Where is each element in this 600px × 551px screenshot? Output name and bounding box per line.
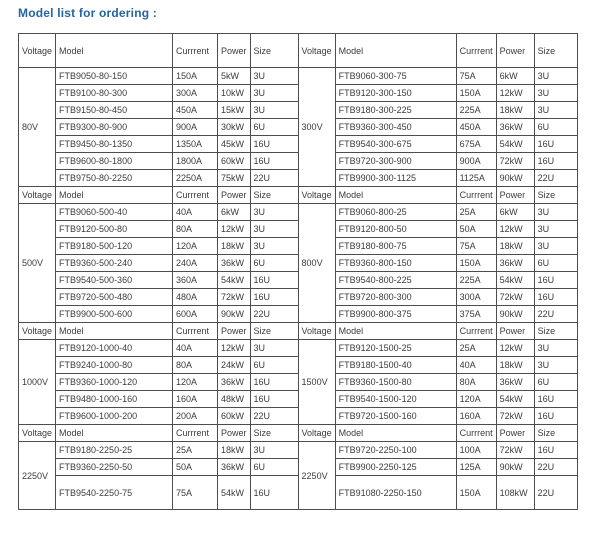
right-size-cell: 22U <box>534 459 577 476</box>
right-model-cell: FTB9060-800-25 <box>335 204 456 221</box>
left-voltage-cell: 1000V <box>19 340 56 425</box>
table-row <box>19 340 578 357</box>
left-size-cell: 3U <box>250 238 298 255</box>
left-model-cell: FTB9120-1000-40 <box>56 340 173 357</box>
right-power-cell: 6kW <box>496 68 534 85</box>
table-row <box>19 204 578 221</box>
left-size-column-header: Size <box>250 425 298 442</box>
right-power-cell: 36kW <box>496 374 534 391</box>
right-size-column-header: Size <box>534 425 577 442</box>
right-model-column-header: Model <box>335 425 456 442</box>
left-size-cell: 16U <box>250 136 298 153</box>
left-power-cell: 12kW <box>218 340 251 357</box>
left-size-cell: 16U <box>250 476 298 510</box>
right-power-cell: 12kW <box>496 85 534 102</box>
left-power-column-header: Power <box>218 187 251 204</box>
left-model-cell: FTB9100-80-300 <box>56 85 173 102</box>
right-model-column-header: Model <box>335 323 456 340</box>
right-model-cell: FTB9120-800-50 <box>335 221 456 238</box>
right-model-cell: FTB91080-2250-150 <box>335 476 456 510</box>
left-model-column-header: Model <box>56 323 173 340</box>
left-current-cell: 80A <box>173 221 218 238</box>
left-current-cell: 40A <box>173 204 218 221</box>
table-row <box>19 408 578 425</box>
left-size-cell: 16U <box>250 289 298 306</box>
right-model-cell: FTB9720-2250-100 <box>335 442 456 459</box>
right-size-cell: 3U <box>534 340 577 357</box>
left-size-cell: 3U <box>250 204 298 221</box>
left-model-cell: FTB9300-80-900 <box>56 119 173 136</box>
right-size-cell: 16U <box>534 153 577 170</box>
left-power-cell: 36kW <box>218 374 251 391</box>
right-model-cell: FTB9180-1500-40 <box>335 357 456 374</box>
right-model-cell: FTB9540-800-225 <box>335 272 456 289</box>
right-size-cell: 16U <box>534 442 577 459</box>
right-power-column-header: Power <box>496 187 534 204</box>
right-current-cell: 225A <box>456 102 496 119</box>
right-size-column-header: Size <box>534 187 577 204</box>
left-current-cell: 80A <box>173 357 218 374</box>
right-voltage-column-header: Voltage <box>298 323 335 340</box>
right-currrent-column-header: Currrent <box>456 425 496 442</box>
right-current-cell: 450A <box>456 119 496 136</box>
left-power-cell: 10kW <box>218 85 251 102</box>
left-current-cell: 240A <box>173 255 218 272</box>
table-row <box>19 442 578 459</box>
right-size-cell: 6U <box>534 255 577 272</box>
left-model-cell: FTB9180-500-120 <box>56 238 173 255</box>
left-current-cell: 1800A <box>173 153 218 170</box>
right-size-column-header: Size <box>534 323 577 340</box>
left-model-cell: FTB9540-2250-75 <box>56 476 173 510</box>
right-model-cell: FTB9720-300-900 <box>335 153 456 170</box>
right-current-cell: 900A <box>456 153 496 170</box>
right-currrent-column-header: Currrent <box>456 187 496 204</box>
left-size-cell: 16U <box>250 391 298 408</box>
left-voltage-cell: 80V <box>19 68 56 187</box>
left-model-column-header: Model <box>56 187 173 204</box>
left-size-cell: 3U <box>250 221 298 238</box>
right-power-cell: 72kW <box>496 289 534 306</box>
right-size-cell: 3U <box>534 221 577 238</box>
right-power-cell: 18kW <box>496 102 534 119</box>
section-2-header-row <box>19 323 578 340</box>
right-power-cell: 12kW <box>496 340 534 357</box>
table-row <box>19 289 578 306</box>
right-currrent-column-header: Currrent <box>456 34 496 68</box>
left-model-cell: FTB9180-2250-25 <box>56 442 173 459</box>
right-current-cell: 50A <box>456 221 496 238</box>
right-model-cell: FTB9360-300-450 <box>335 119 456 136</box>
right-size-cell: 16U <box>534 136 577 153</box>
right-model-cell: FTB9060-300-75 <box>335 68 456 85</box>
left-currrent-column-header: Currrent <box>173 323 218 340</box>
right-current-cell: 120A <box>456 391 496 408</box>
left-model-column-header: Model <box>56 34 173 68</box>
right-model-column-header: Model <box>335 34 456 68</box>
left-power-cell: 75kW <box>218 170 251 187</box>
right-voltage-cell: 300V <box>298 68 335 187</box>
right-current-cell: 375A <box>456 306 496 323</box>
table-row <box>19 170 578 187</box>
left-power-cell: 72kW <box>218 289 251 306</box>
table-row <box>19 255 578 272</box>
right-voltage-cell: 800V <box>298 204 335 323</box>
left-model-cell: FTB9360-500-240 <box>56 255 173 272</box>
right-model-cell: FTB9120-300-150 <box>335 85 456 102</box>
table-row <box>19 102 578 119</box>
right-size-cell: 22U <box>534 170 577 187</box>
right-size-cell: 3U <box>534 357 577 374</box>
page-title: Model list for ordering : <box>18 6 157 20</box>
left-size-column-header: Size <box>250 323 298 340</box>
right-current-cell: 25A <box>456 340 496 357</box>
right-voltage-column-header: Voltage <box>298 187 335 204</box>
right-size-cell: 3U <box>534 85 577 102</box>
right-size-cell: 22U <box>534 476 577 510</box>
right-size-cell: 16U <box>534 289 577 306</box>
left-model-cell: FTB9750-80-2250 <box>56 170 173 187</box>
left-power-cell: 12kW <box>218 221 251 238</box>
right-current-cell: 125A <box>456 459 496 476</box>
left-power-cell: 36kW <box>218 255 251 272</box>
left-size-column-header: Size <box>250 34 298 68</box>
left-current-cell: 360A <box>173 272 218 289</box>
right-model-cell: FTB9120-1500-25 <box>335 340 456 357</box>
left-size-cell: 16U <box>250 153 298 170</box>
left-voltage-column-header: Voltage <box>19 323 56 340</box>
right-power-cell: 36kW <box>496 255 534 272</box>
left-current-cell: 480A <box>173 289 218 306</box>
left-voltage-column-header: Voltage <box>19 425 56 442</box>
model-table-body <box>19 34 578 510</box>
right-size-column-header: Size <box>534 34 577 68</box>
right-model-column-header: Model <box>335 187 456 204</box>
left-size-cell: 22U <box>250 408 298 425</box>
table-row <box>19 306 578 323</box>
table-row <box>19 85 578 102</box>
table-row <box>19 476 578 510</box>
right-power-cell: 72kW <box>496 153 534 170</box>
right-power-cell: 90kW <box>496 170 534 187</box>
left-power-cell: 54kW <box>218 272 251 289</box>
left-size-cell: 22U <box>250 170 298 187</box>
right-voltage-cell: 2250V <box>298 442 335 510</box>
table-row <box>19 357 578 374</box>
right-power-column-header: Power <box>496 34 534 68</box>
left-size-cell: 3U <box>250 85 298 102</box>
right-size-cell: 16U <box>534 391 577 408</box>
right-size-cell: 16U <box>534 408 577 425</box>
right-size-cell: 3U <box>534 68 577 85</box>
left-power-cell: 18kW <box>218 238 251 255</box>
right-current-cell: 40A <box>456 357 496 374</box>
left-power-cell: 18kW <box>218 442 251 459</box>
left-size-column-header: Size <box>250 187 298 204</box>
right-model-cell: FTB9900-2250-125 <box>335 459 456 476</box>
left-current-cell: 450A <box>173 102 218 119</box>
right-power-cell: 18kW <box>496 357 534 374</box>
model-table <box>18 33 578 510</box>
right-voltage-column-header: Voltage <box>298 34 335 68</box>
left-power-cell: 15kW <box>218 102 251 119</box>
right-model-cell: FTB9720-800-300 <box>335 289 456 306</box>
left-model-cell: FTB9720-500-480 <box>56 289 173 306</box>
left-model-cell: FTB9900-500-600 <box>56 306 173 323</box>
left-power-cell: 45kW <box>218 136 251 153</box>
left-model-cell: FTB9360-1000-120 <box>56 374 173 391</box>
right-model-cell: FTB9360-800-150 <box>335 255 456 272</box>
left-size-cell: 22U <box>250 306 298 323</box>
right-currrent-column-header: Currrent <box>456 323 496 340</box>
left-size-cell: 3U <box>250 102 298 119</box>
right-current-cell: 75A <box>456 68 496 85</box>
left-size-cell: 6U <box>250 459 298 476</box>
left-current-cell: 900A <box>173 119 218 136</box>
table-row <box>19 221 578 238</box>
right-power-cell: 6kW <box>496 204 534 221</box>
table-row <box>19 153 578 170</box>
left-model-cell: FTB9240-1000-80 <box>56 357 173 374</box>
left-voltage-cell: 2250V <box>19 442 56 510</box>
left-current-cell: 600A <box>173 306 218 323</box>
left-power-cell: 48kW <box>218 391 251 408</box>
left-current-cell: 25A <box>173 442 218 459</box>
right-current-cell: 75A <box>456 238 496 255</box>
right-current-cell: 1125A <box>456 170 496 187</box>
right-power-cell: 108kW <box>496 476 534 510</box>
right-model-cell: FTB9180-800-75 <box>335 238 456 255</box>
right-power-cell: 72kW <box>496 408 534 425</box>
left-power-cell: 6kW <box>218 204 251 221</box>
right-current-cell: 675A <box>456 136 496 153</box>
right-power-cell: 54kW <box>496 272 534 289</box>
section-0-header-row <box>19 34 578 68</box>
right-power-cell: 72kW <box>496 442 534 459</box>
left-power-cell: 90kW <box>218 306 251 323</box>
right-model-cell: FTB9720-1500-160 <box>335 408 456 425</box>
right-current-cell: 300A <box>456 289 496 306</box>
left-model-cell: FTB9050-80-150 <box>56 68 173 85</box>
left-currrent-column-header: Currrent <box>173 34 218 68</box>
right-voltage-column-header: Voltage <box>298 425 335 442</box>
left-voltage-column-header: Voltage <box>19 187 56 204</box>
right-size-cell: 3U <box>534 204 577 221</box>
section-1-header-row <box>19 187 578 204</box>
left-current-cell: 120A <box>173 374 218 391</box>
table-row <box>19 238 578 255</box>
left-current-cell: 160A <box>173 391 218 408</box>
left-size-cell: 6U <box>250 119 298 136</box>
right-current-cell: 150A <box>456 255 496 272</box>
right-power-cell: 36kW <box>496 119 534 136</box>
right-size-cell: 16U <box>534 272 577 289</box>
left-current-cell: 1350A <box>173 136 218 153</box>
left-power-column-header: Power <box>218 425 251 442</box>
left-size-cell: 3U <box>250 340 298 357</box>
right-current-cell: 80A <box>456 374 496 391</box>
right-model-cell: FTB9540-300-675 <box>335 136 456 153</box>
left-voltage-column-header: Voltage <box>19 34 56 68</box>
table-row <box>19 119 578 136</box>
left-current-cell: 75A <box>173 476 218 510</box>
right-power-column-header: Power <box>496 323 534 340</box>
left-size-cell: 3U <box>250 68 298 85</box>
right-size-cell: 6U <box>534 119 577 136</box>
left-size-cell: 16U <box>250 272 298 289</box>
left-current-cell: 200A <box>173 408 218 425</box>
table-row <box>19 272 578 289</box>
table-row <box>19 459 578 476</box>
left-model-cell: FTB9600-80-1800 <box>56 153 173 170</box>
left-size-cell: 16U <box>250 374 298 391</box>
right-current-cell: 150A <box>456 476 496 510</box>
left-model-cell: FTB9450-80-1350 <box>56 136 173 153</box>
right-power-cell: 90kW <box>496 306 534 323</box>
left-model-cell: FTB9540-500-360 <box>56 272 173 289</box>
right-current-cell: 225A <box>456 272 496 289</box>
right-model-cell: FTB9540-1500-120 <box>335 391 456 408</box>
left-model-cell: FTB9600-1000-200 <box>56 408 173 425</box>
right-model-cell: FTB9900-300-1125 <box>335 170 456 187</box>
left-power-cell: 54kW <box>218 476 251 510</box>
left-current-cell: 300A <box>173 85 218 102</box>
left-current-cell: 40A <box>173 340 218 357</box>
left-model-cell: FTB9480-1000-160 <box>56 391 173 408</box>
left-current-cell: 150A <box>173 68 218 85</box>
left-model-column-header: Model <box>56 425 173 442</box>
left-power-cell: 36kW <box>218 459 251 476</box>
left-size-cell: 6U <box>250 357 298 374</box>
left-power-cell: 60kW <box>218 408 251 425</box>
right-voltage-cell: 1500V <box>298 340 335 425</box>
left-current-cell: 120A <box>173 238 218 255</box>
table-row <box>19 391 578 408</box>
right-power-cell: 90kW <box>496 459 534 476</box>
left-power-column-header: Power <box>218 34 251 68</box>
left-power-column-header: Power <box>218 323 251 340</box>
table-row <box>19 136 578 153</box>
right-power-column-header: Power <box>496 425 534 442</box>
right-size-cell: 3U <box>534 238 577 255</box>
left-model-cell: FTB9150-80-450 <box>56 102 173 119</box>
right-power-cell: 18kW <box>496 238 534 255</box>
section-3-header-row <box>19 425 578 442</box>
right-current-cell: 150A <box>456 85 496 102</box>
left-size-cell: 3U <box>250 442 298 459</box>
left-currrent-column-header: Currrent <box>173 187 218 204</box>
right-current-cell: 100A <box>456 442 496 459</box>
right-size-cell: 22U <box>534 306 577 323</box>
left-model-cell: FTB9120-500-80 <box>56 221 173 238</box>
left-model-cell: FTB9060-500-40 <box>56 204 173 221</box>
right-power-cell: 54kW <box>496 136 534 153</box>
right-current-cell: 160A <box>456 408 496 425</box>
left-voltage-cell: 500V <box>19 204 56 323</box>
left-power-cell: 24kW <box>218 357 251 374</box>
right-model-cell: FTB9180-300-225 <box>335 102 456 119</box>
right-current-cell: 25A <box>456 204 496 221</box>
right-model-cell: FTB9900-800-375 <box>335 306 456 323</box>
left-model-cell: FTB9360-2250-50 <box>56 459 173 476</box>
left-current-cell: 50A <box>173 459 218 476</box>
right-size-cell: 6U <box>534 374 577 391</box>
left-current-cell: 2250A <box>173 170 218 187</box>
left-currrent-column-header: Currrent <box>173 425 218 442</box>
right-power-cell: 12kW <box>496 221 534 238</box>
table-row <box>19 68 578 85</box>
right-model-cell: FTB9360-1500-80 <box>335 374 456 391</box>
table-row <box>19 374 578 391</box>
left-power-cell: 30kW <box>218 119 251 136</box>
right-size-cell: 3U <box>534 102 577 119</box>
left-power-cell: 5kW <box>218 68 251 85</box>
right-power-cell: 54kW <box>496 391 534 408</box>
left-power-cell: 60kW <box>218 153 251 170</box>
left-size-cell: 6U <box>250 255 298 272</box>
